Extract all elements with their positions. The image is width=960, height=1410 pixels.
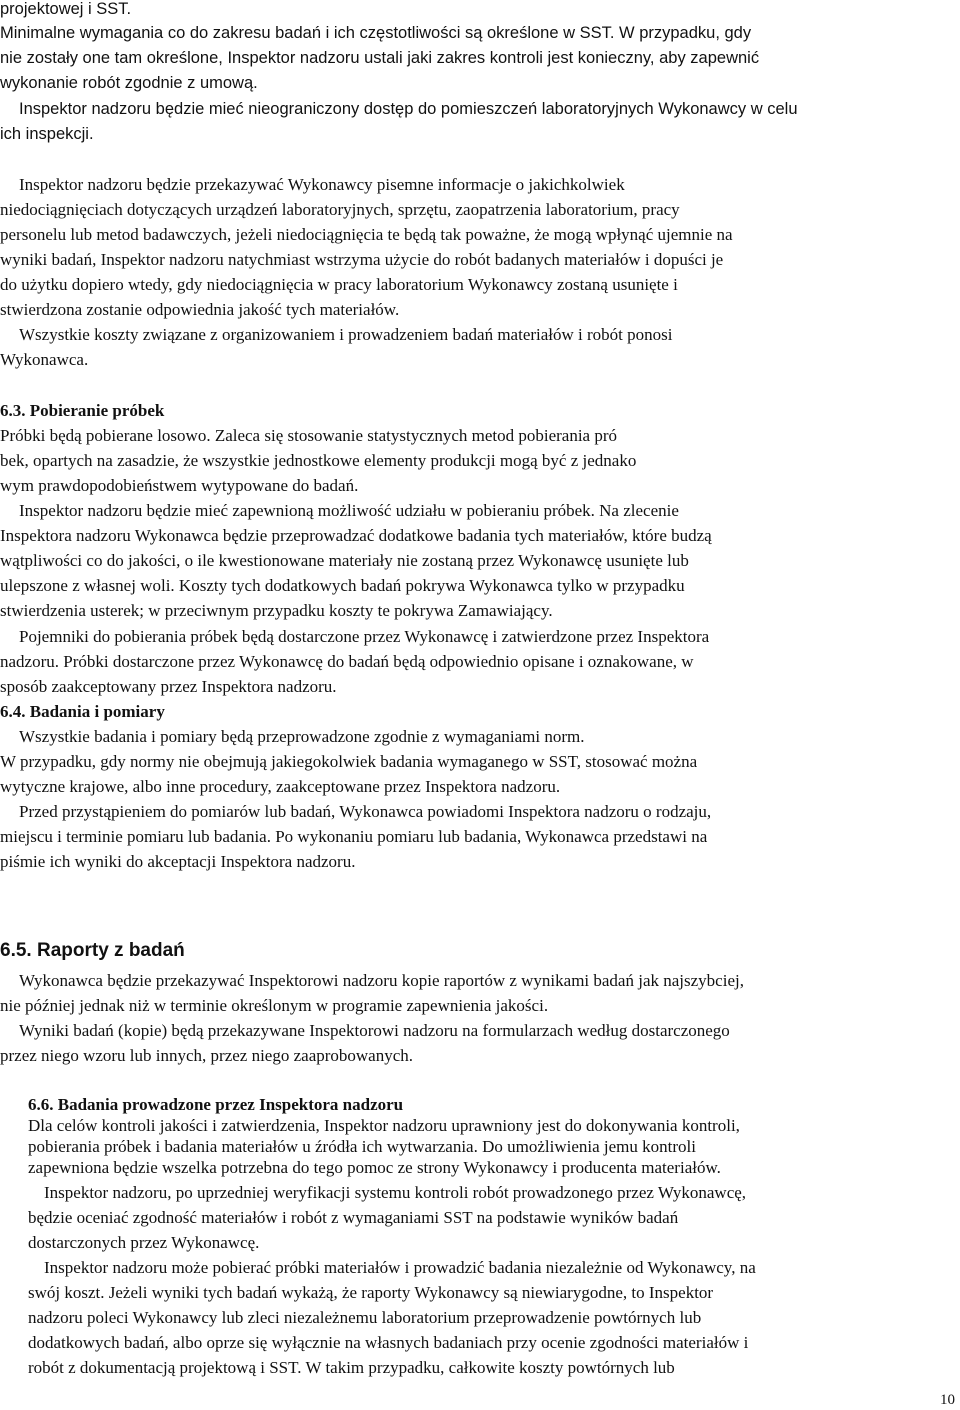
text-line: wykonanie robót zgodnie z umową. xyxy=(0,74,258,92)
text-line: Wszystkie badania i pomiary będą przeprowadzone zgodnie z wymaganiami norm. xyxy=(19,727,585,746)
text-line: Wyniki badań (kopie) będą przekazywane Inspektorowi nadzoru na formularzach według dostarczonego xyxy=(19,1021,730,1040)
text-line: wym prawdopodobieństwem wytypowane do badań. xyxy=(0,476,359,495)
text-line: dodatkowych badań, albo oprze się wyłącznie na własnych badaniach przy ocenie zgodności materiałów i xyxy=(28,1333,749,1352)
section-heading: 6.6. Badania prowadzone przez Inspektora nadzoru xyxy=(28,1095,404,1114)
text-line: piśmie ich wyniki do akceptacji Inspektora nadzoru. xyxy=(0,852,356,871)
text-line: nadzoru. Próbki dostarczone przez Wykonawcę do badań będą odpowiednio opisane i oznakowane, w xyxy=(0,652,694,671)
text-line: Inspektor nadzoru będzie mieć nieograniczony dostęp do pomieszczeń laboratoryjnych Wykonawcy w celu xyxy=(19,100,798,118)
text-line: Inspektora nadzoru Wykonawca będzie przeprowadzać dodatkowe badania tych materiałów, które budzą xyxy=(0,526,712,545)
text-line: przez niego wzoru lub innych, przez niego zaaprobowanych. xyxy=(0,1046,414,1065)
text-line: pobierania próbek i badania materiałów u źródła ich wytwarzania. Do umożliwienia jemu kontroli xyxy=(28,1137,696,1156)
text-line: ich inspekcji. xyxy=(0,125,94,143)
text-line: Dla celów kontroli jakości i zatwierdzenia, Inspektor nadzoru uprawniony jest do dokonywania kontroli, xyxy=(28,1116,740,1135)
text-line: projektowej i SST. xyxy=(0,0,132,18)
text-line: nie zostały one tam określone, Inspektor nadzoru ustali jaki zakres kontroli jest konieczny, aby zapewnić xyxy=(0,49,760,67)
text-line: personelu lub metod badawczych, jeżeli niedociągnięcia te będą tak poważne, że mogą wpłynąć ujemnie na xyxy=(0,225,733,244)
section-heading: 6.3. Pobieranie próbek xyxy=(0,401,165,420)
text-line: sposób zaakceptowany przez Inspektora nadzoru. xyxy=(0,677,337,696)
text-line: stwierdzenia usterek; w przeciwnym przypadku koszty te pokrywa Zamawiający. xyxy=(0,601,553,620)
text-line: Próbki będą pobierane losowo. Zaleca się stosowanie statystycznych metod pobierania pró xyxy=(0,426,618,445)
text-line: swój koszt. Jeżeli wyniki tych badań wykażą, że raporty Wykonawcy są niewiarygodne, to Inspektor xyxy=(28,1283,714,1302)
text-line: ulepszone z własnej woli. Koszty tych dodatkowych badań pokrywa Wykonawca tylko w przypadku xyxy=(0,576,685,595)
text-line: Wykonawca. xyxy=(0,350,89,369)
text-line: W przypadku, gdy normy nie obejmują jakiegokolwiek badania wymaganego w SST, stosować można xyxy=(0,752,698,771)
text-line: Inspektor nadzoru będzie przekazywać Wykonawcy pisemne informacje o jakichkolwiek xyxy=(19,175,625,194)
text-line: Wykonawca będzie przekazywać Inspektorowi nadzoru kopie raportów z wynikami badań jak najszybciej, xyxy=(19,971,744,990)
text-line: wątpliwości co do jakości, o ile kwestionowane materiały nie zostaną przez Wykonawcę usunięte lub xyxy=(0,551,689,570)
text-line: Pojemniki do pobierania próbek będą dostarczone przez Wykonawcę i zatwierdzone przez Inspektora xyxy=(19,627,710,646)
text-line: Przed przystąpieniem do pomiarów lub badań, Wykonawca powiadomi Inspektora nadzoru o rodzaju, xyxy=(19,802,712,821)
text-line: Inspektor nadzoru będzie mieć zapewnioną możliwość udziału w pobieraniu próbek. Na zlecenie xyxy=(19,501,679,520)
text-line: Wszystkie koszty związane z organizowaniem i prowadzeniem badań materiałów i robót ponosi xyxy=(19,325,673,344)
text-line: niedociągnięciach dotyczących urządzeń laboratoryjnych, sprzętu, zaopatrzenia laboratorium, pracy xyxy=(0,200,680,219)
text-line: bek, opartych na zasadzie, że wszystkie jednostkowe elementy produkcji mogą być z jednako xyxy=(0,451,637,470)
page-number: 10 xyxy=(940,1392,955,1408)
text-line: stwierdzona zostanie odpowiednia jakość tych materiałów. xyxy=(0,300,400,319)
text-line: dostarczonych przez Wykonawcę. xyxy=(28,1233,260,1252)
text-line: będzie oceniać zgodność materiałów i robót z wymaganiami SST na podstawie wyników badań xyxy=(28,1208,679,1227)
section-heading: 6.5. Raporty z badań xyxy=(0,940,185,961)
section-heading: 6.4. Badania i pomiary xyxy=(0,702,165,721)
text-line: Minimalne wymagania co do zakresu badań i ich częstotliwości są określone w SST. W przypadku, gdy xyxy=(0,24,752,42)
text-line: wyniki badań, Inspektor nadzoru natychmiast wstrzyma użycie do robót badanych materiałów i dopuści je xyxy=(0,250,724,269)
text-line: robót z dokumentacją projektową i SST. W takim przypadku, całkowite koszty powtórnych lub xyxy=(28,1358,675,1377)
text-line: wytyczne krajowe, albo inne procedury, zaakceptowane przez Inspektora nadzoru. xyxy=(0,777,561,796)
text-line: miejscu i terminie pomiaru lub badania. Po wykonaniu pomiaru lub badania, Wykonawca przedstawi na xyxy=(0,827,708,846)
text-line: Inspektor nadzoru może pobierać próbki materiałów i prowadzić badania niezależnie od Wykonawcy, na xyxy=(44,1258,756,1277)
text-line: do użytku dopiero wtedy, gdy niedociągnięcia w pracy laboratorium Wykonawcy zostaną usunięte i xyxy=(0,275,678,294)
text-line: nie później jednak niż w terminie określonym w programie zapewnienia jakości. xyxy=(0,996,549,1015)
text-line: Inspektor nadzoru, po uprzedniej weryfikacji systemu kontroli robót prowadzonego przez Wykonawcę, xyxy=(44,1183,747,1202)
text-line: nadzoru poleci Wykonawcy lub zleci niezależnemu laboratorium przeprowadzenie powtórnych lub xyxy=(28,1308,702,1327)
text-line: zapewniona będzie wszelka potrzebna do tego pomoc ze strony Wykonawcy i producenta materiałów. xyxy=(28,1158,721,1177)
